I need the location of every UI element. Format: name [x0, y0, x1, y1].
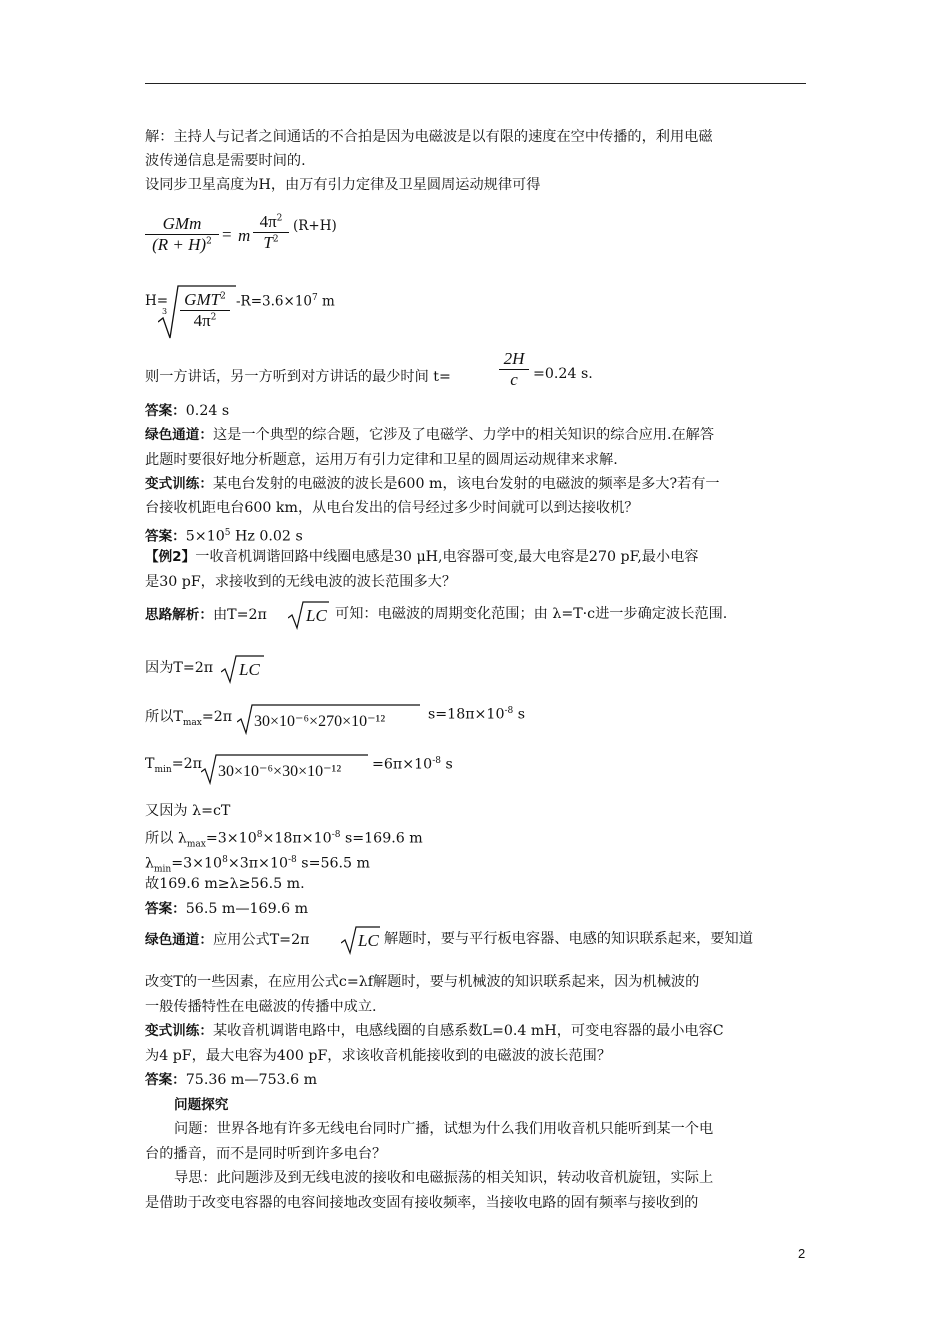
answer-line: 答案：0.24 s	[145, 403, 230, 419]
paragraph-line: 改变T的一些因素，在应用公式c=λf解题时，要与机械波的知识联系起来，因为机械波的	[145, 974, 700, 990]
paragraph-line: 故169.6 m≥λ≥56.5 m.	[145, 876, 305, 892]
paragraph-line: 解：主持人与记者之间通话的不合拍是因为电磁波是以有限的速度在空中传播的，利用电磁	[145, 129, 713, 145]
paragraph-line: 台的播音，而不是同时听到许多电台？	[145, 1146, 387, 1162]
answer-line: 答案：75.36 m—753.6 m	[145, 1072, 318, 1088]
lambda-max-line: 所以 $\lambda_{max}=3\times 10^8\times 18\pi\times 10^{-8}$ s=169.6 m	[145, 830, 423, 850]
green-channel: 绿色通道：这是一个典型的综合题，它涉及了电磁学、力学中的相关知识的综合应用.在解答	[145, 427, 715, 443]
paragraph-line: 设同步卫星高度为H，由万有引力定律及卫星圆周运动规律可得	[145, 177, 541, 193]
paragraph-line: 导思：此问题涉及到无线电波的接收和电磁振荡的相关知识，转动收音机旋钮，实际上	[174, 1170, 714, 1186]
paragraph-line: 台接收机距电台600 km，从电台发出的信号经过多少时间就可以到达接收机？	[145, 500, 639, 516]
section-heading: 问题探究	[174, 1097, 229, 1113]
example-2: 【例2】一收音机调谐回路中线圈电感是30 μH,电容器可变,最大电容是270 pF,最小电容	[145, 549, 699, 565]
header-rule	[145, 83, 806, 84]
lambda-min-line: $\lambda_{min}=3\times 10^8\times 3\pi\times 10^{-8}$ s=56.5 m	[145, 855, 371, 875]
answer-line: 答案：$5\times 10^5$ Hz 0.02 s	[145, 528, 303, 545]
paragraph-line: 问题：世界各地有许多无线电台同时广播，试想为什么我们用收音机只能听到某一个电	[174, 1121, 714, 1137]
page-number: 2	[798, 1246, 806, 1261]
paragraph-line: 是借助于改变电容器的电容间接地改变固有接收频率，当接收电路的固有频率与接收到的	[145, 1195, 699, 1211]
paragraph-line: 是30 pF，求接收到的无线电波的波长范围多大？	[145, 574, 457, 590]
paragraph-line: 一般传播特性在电磁波的传播中成立.	[145, 999, 377, 1015]
paragraph-line: 此题时要很好地分析题意，运用万有引力定律和卫星的圆周运动规律来求解.	[145, 452, 618, 468]
paragraph-line: 为4 pF，最大电容为400 pF，求该收音机能接收到的电磁波的波长范围？	[145, 1048, 612, 1064]
paragraph-line: 又因为 λ=cT	[145, 803, 231, 819]
answer-line: 答案：56.5 m—169.6 m	[145, 901, 309, 917]
variant-training: 变式训练：某电台发射的电磁波的波长是600 m，该电台发射的电磁波的频率是多大?若有一	[145, 476, 720, 492]
paragraph-line: 波传递信息是需要时间的.	[145, 153, 306, 169]
variant-training: 变式训练：某收音机调谐电路中，电感线圈的自感系数L=0.4 mH，可变电容器的最小电容C	[145, 1023, 724, 1039]
